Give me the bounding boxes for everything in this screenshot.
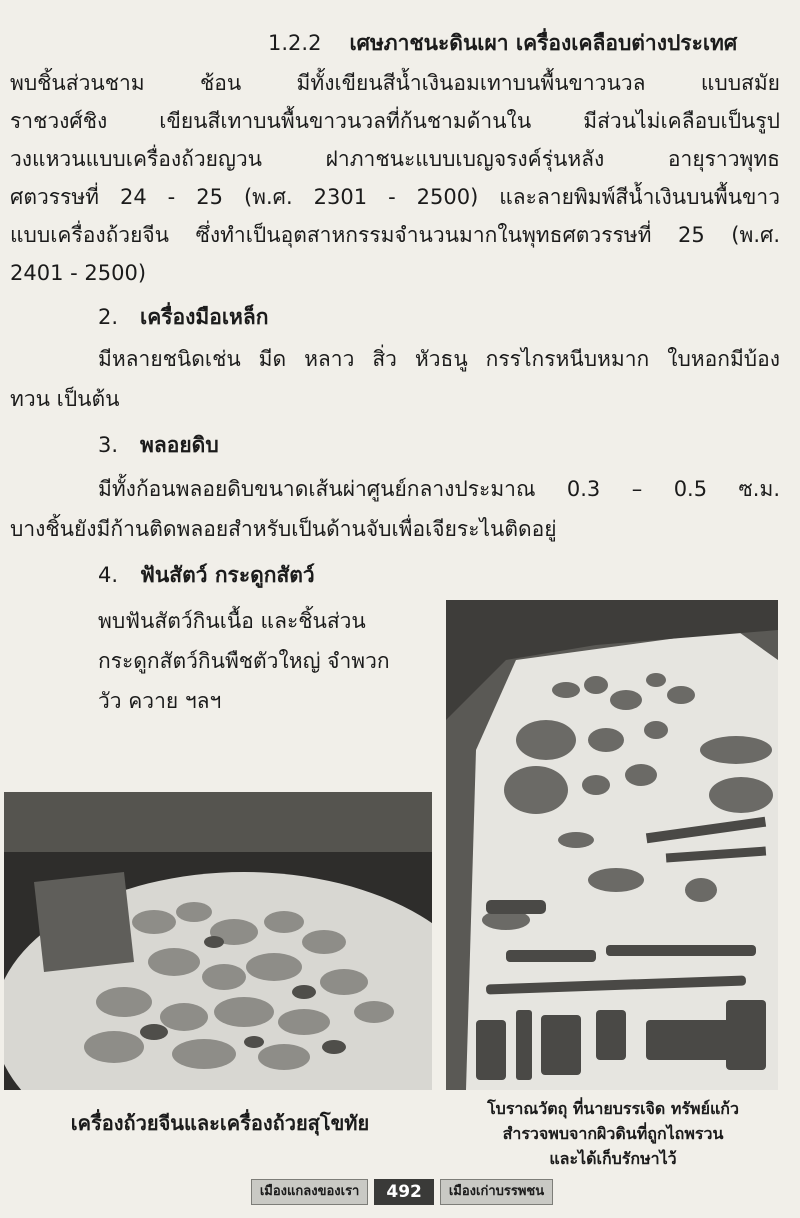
heading-number: 2. xyxy=(98,305,119,329)
animal-heading xyxy=(98,558,438,592)
right-photo-caption xyxy=(446,1096,780,1171)
raw-bead-heading xyxy=(98,428,780,462)
paragraph-line: มีหลายชนิดเช่น มีด หลาว สิ่ว หัวธนู กรรไกรหนีบหมาก ใบหอกมีบ้อง xyxy=(98,347,780,371)
paragraph-line: 2401 - 2500) xyxy=(10,261,147,285)
paragraph-line: พบชิ้นส่วนชาม ช้อน มีทั้งเขียนสีน้ำเงินอมเทาบนพื้นขาวนวล แบบสมัย xyxy=(10,71,780,95)
page-footer xyxy=(212,1178,592,1206)
caption-line: โบราณวัตถุ ที่นายบรรเจิด ทรัพย์แก้ว xyxy=(487,1099,739,1118)
paragraph-line: วงแหวนแบบเครื่องถ้วยญวน ฝาภาชนะแบบเบญจรงค์รุ่นหลัง อายุราวพุทธ xyxy=(10,147,780,171)
heading-number: 4. xyxy=(98,563,119,587)
iron-tools-heading xyxy=(98,300,780,334)
artifacts-photo-image xyxy=(446,600,778,1090)
section-title: เศษภาชนะดินเผา เครื่องเคลือบต่างประเทศ xyxy=(349,31,738,55)
section-number: 1.2.2 xyxy=(268,31,322,55)
paragraph-line: มีทั้งก้อนพลอยดิบขนาดเส้นผ่าศูนย์กลางประมาณ 0.3 – 0.5 ซ.ม. xyxy=(98,477,780,501)
artifacts-photo xyxy=(446,600,778,1090)
paragraph-line: กระดูกสัตว์กินพืชตัวใหญ่ จำพวก xyxy=(98,649,390,673)
heading-text: พลอยดิบ xyxy=(140,433,219,457)
page-number: 492 xyxy=(374,1179,434,1205)
paragraph-line: บางชิ้นยังมีก้านติดพลอยสำหรับเป็นด้านจับเพื่อเจียระไนติดอยู่ xyxy=(10,517,557,541)
paragraph-line: ทวน เป็นต้น xyxy=(10,387,120,411)
paragraph-line: พบฟันสัตว์กินเนื้อ และชิ้นส่วน xyxy=(98,609,366,633)
paragraph-line: ศตวรรษที่ 24 - 25 (พ.ศ. 2301 - 2500) และลายพิมพ์สีน้ำเงินบนพื้นขาว xyxy=(10,185,780,209)
ceramics-photo xyxy=(4,792,432,1090)
ceramics-photo-image xyxy=(4,792,432,1090)
paragraph-line: แบบเครื่องถ้วยจีน ซึ่งทำเป็นอุตสาหกรรมจำนวนมากในพุทธศตวรรษที่ 25 (พ.ศ. xyxy=(10,223,780,247)
heading-text: เครื่องมือเหล็ก xyxy=(140,305,269,329)
paragraph-line: วัว ควาย ฯลฯ xyxy=(98,689,222,713)
section-heading xyxy=(268,26,780,60)
footer-left-label: เมืองแกลงของเรา xyxy=(251,1179,369,1205)
heading-number: 3. xyxy=(98,433,119,457)
paragraph-line: ราชวงศ์ชิง เขียนสีเทาบนพื้นขาวนวลที่ก้นชามด้านใน มีส่วนไม่เคลือบเป็นรูป xyxy=(10,109,780,133)
left-photo-caption: เครื่องถ้วยจีนและเครื่องถ้วยสุโขทัย xyxy=(70,1111,370,1135)
footer-right-label: เมืองเก่าบรรพชน xyxy=(440,1179,553,1205)
caption-line: สำรวจพบจากผิวดินที่ถูกไถพรวน xyxy=(502,1124,724,1143)
caption-line: และได้เก็บรักษาไว้ xyxy=(549,1149,677,1168)
heading-text: ฟันสัตว์ กระดูกสัตว์ xyxy=(140,563,315,587)
